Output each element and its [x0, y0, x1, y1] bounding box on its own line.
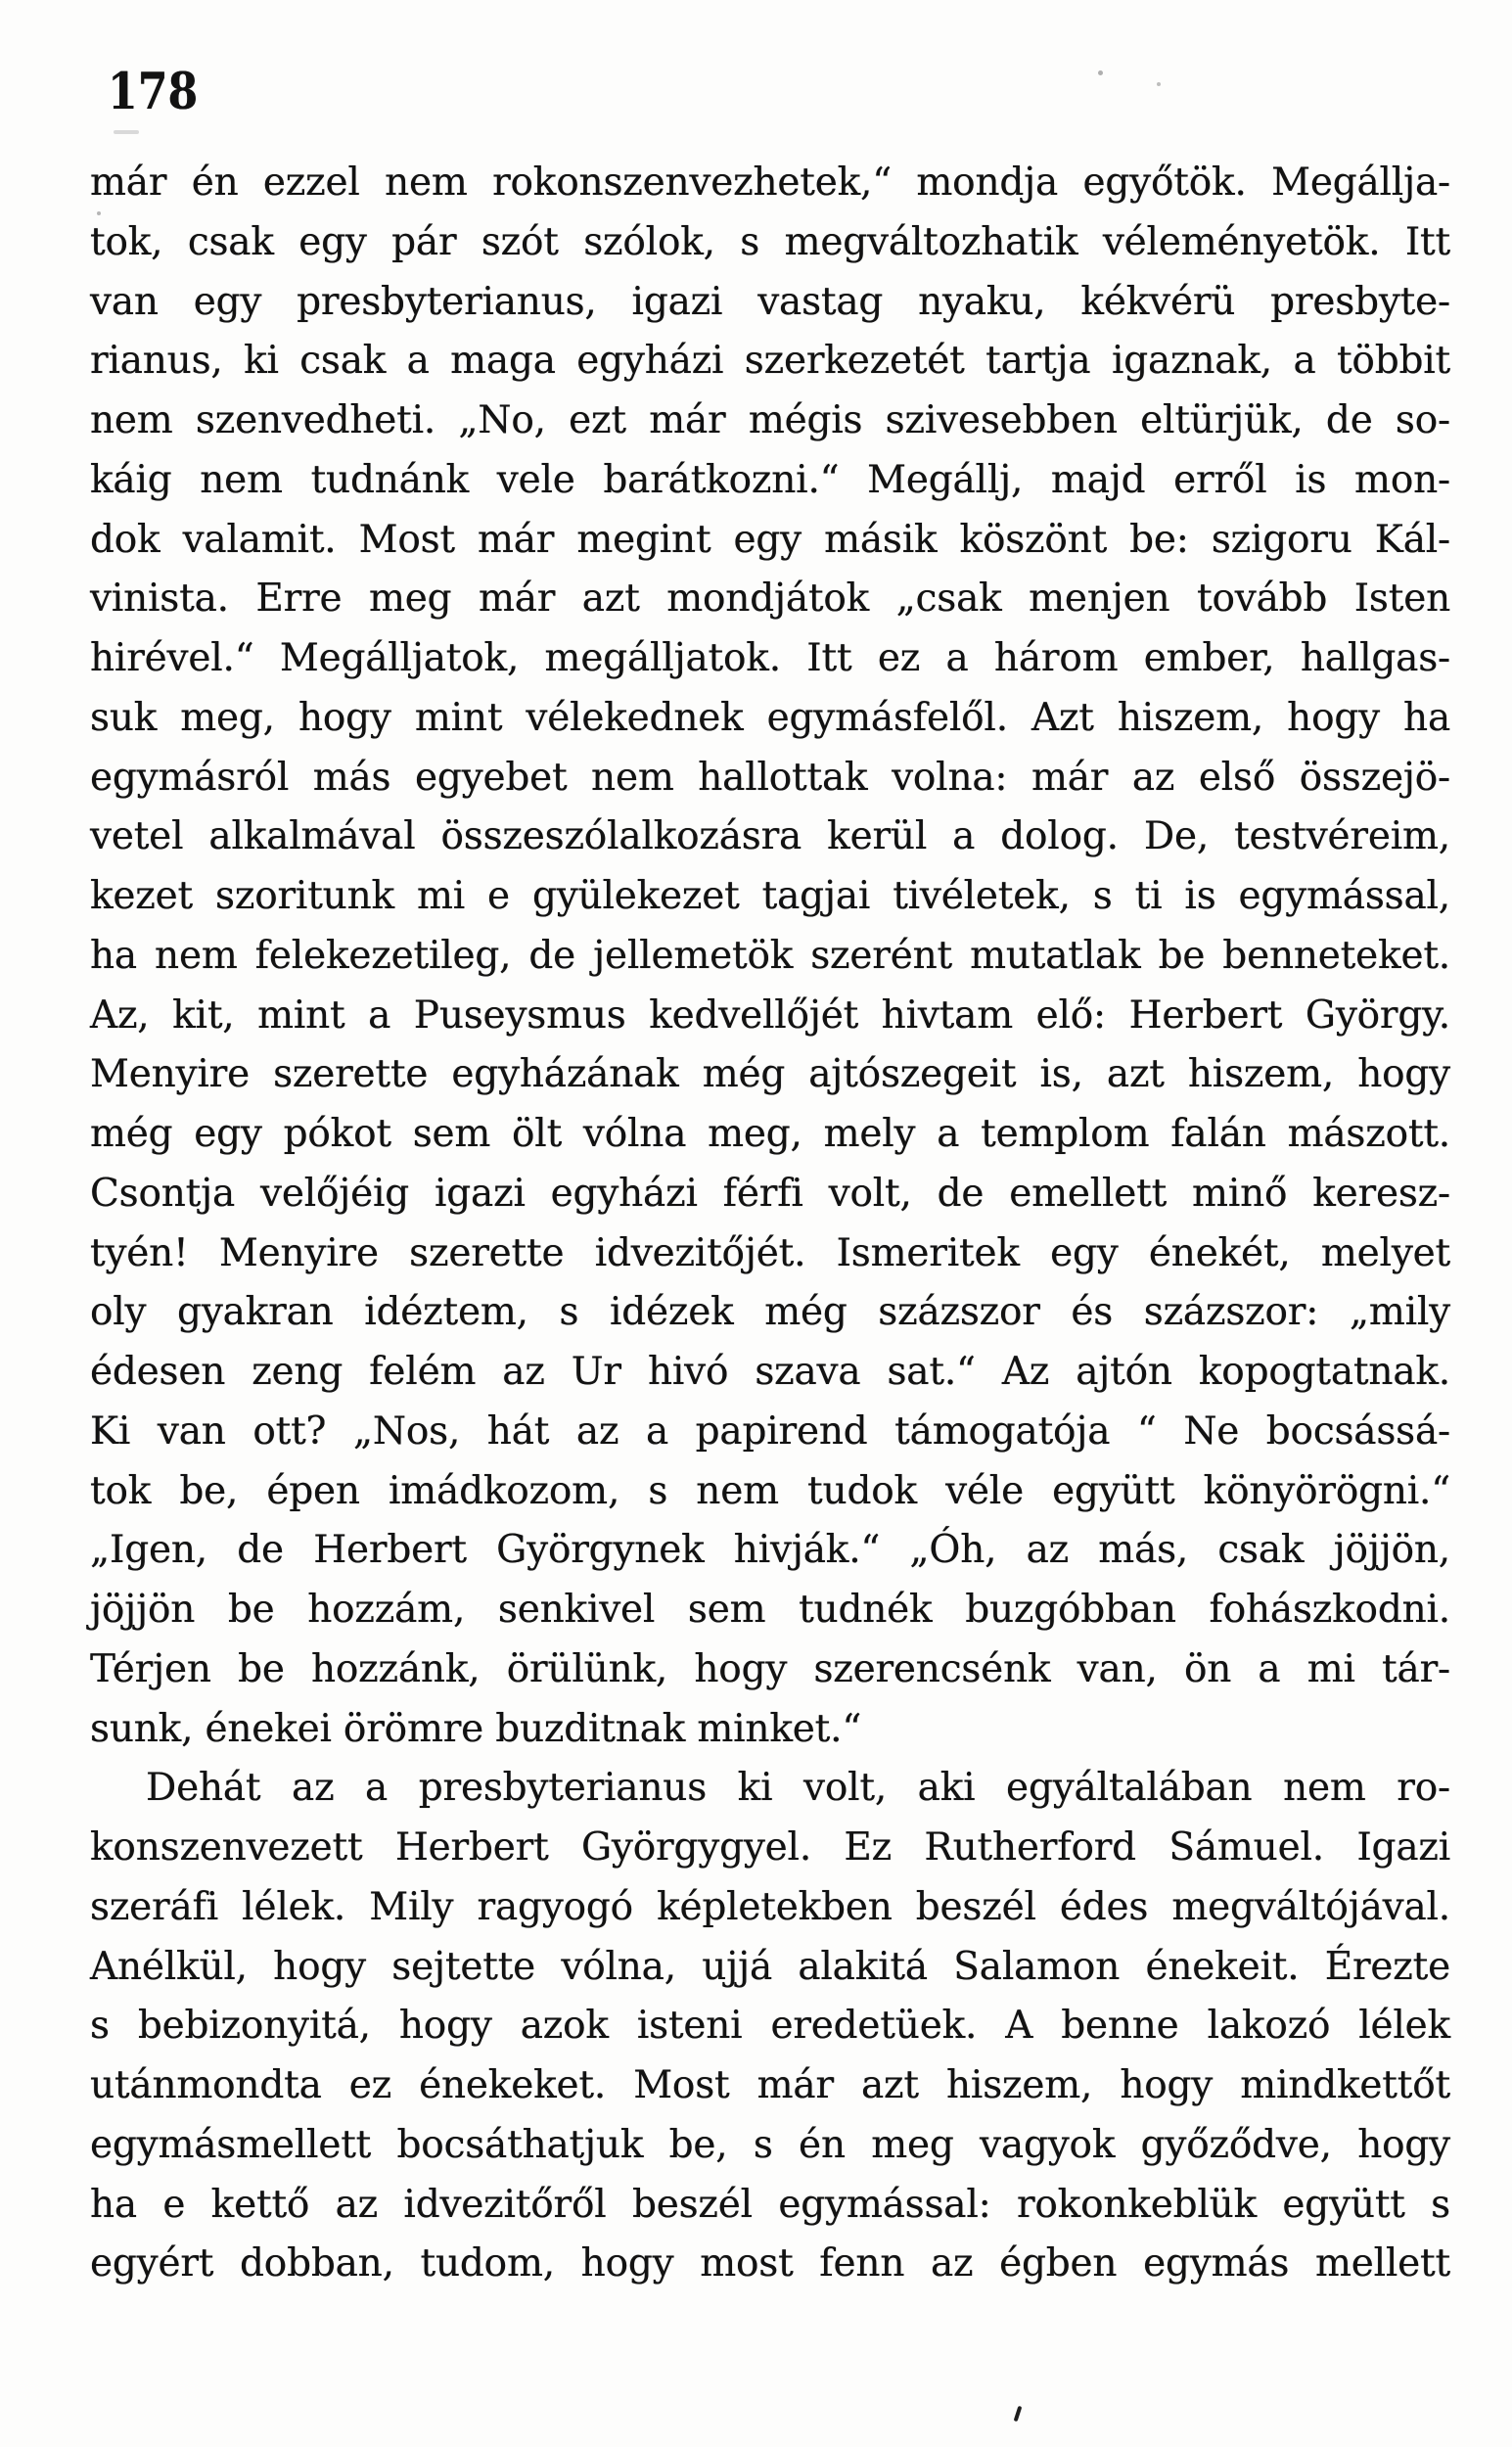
scan-smudge — [114, 130, 139, 134]
text-line: kezet szoritunk mi e gyülekezet tagjai tivéletek, s ti is egymással, — [90, 874, 1450, 918]
text-line: Csontja velőjéig igazi egyházi férfi volt, de emellett minő keresz- — [90, 1171, 1450, 1216]
text-line: „Igen, de Herbert Györgynek hivják.“ „Óh, az más, csak jöjjön, — [90, 1528, 1450, 1573]
scan-speck — [1098, 70, 1103, 75]
page-number: 178 — [108, 62, 199, 122]
text-line: utánmondta ez énekeket. Most már azt hiszem, hogy mindkettőt — [90, 2063, 1450, 2107]
text-line: rianus, ki csak a maga egyházi szerkezetét tartja igaznak, a többit — [90, 339, 1450, 384]
page-text-block — [90, 154, 1450, 2294]
text-line: jöjjön be hozzám, senkivel sem tudnék buzgóbban fohászkodni. — [90, 1588, 1450, 1632]
text-line: édesen zeng felém az Ur hivó szava sat.“ Az ajtón kopogtatnak. — [90, 1350, 1450, 1394]
text-line: szeráfi lélek. Mily ragyogó képletekben beszél édes megváltójával. — [90, 1884, 1450, 1929]
text-line: konszenvezett Herbert Györgygyel. Ez Rutherford Sámuel. Igazi — [90, 1825, 1450, 1870]
scan-ink-mark — [1014, 2406, 1023, 2422]
text-line: egyért dobban, tudom, hogy most fenn az égben egymás mellett — [90, 2241, 1450, 2286]
text-line: van egy presbyterianus, igazi vastag nyaku, kékvérü presbyte- — [90, 279, 1450, 324]
text-line: egymásmellett bocsáthatjuk be, s én meg vagyok győződve, hogy — [90, 2122, 1450, 2167]
text-line: nem szenvedheti. „No, ezt már mégis szivesebben eltürjük, de so- — [90, 398, 1450, 442]
text-line: Anélkül, hogy sejtette vólna, ujjá alakitá Salamon énekeit. Érezte — [90, 1944, 1450, 1989]
text-line: vetel alkalmával összeszólalkozásra kerül a dolog. De, testvéreim, — [90, 814, 1450, 859]
text-line: Dehát az a presbyterianus ki volt, aki egyáltalában nem ro- — [146, 1766, 1450, 1811]
text-line: dok valamit. Most már megint egy másik köszönt be: szigoru Kál- — [90, 517, 1450, 562]
text-line: s bebizonyitá, hogy azok isteni eredetüek. A benne lakozó lélek — [90, 2004, 1450, 2049]
text-line: ha e kettő az idvezitőről beszél egymással: rokonkeblük együtt s — [90, 2182, 1450, 2227]
text-line: ha nem felekezetileg, de jellemetök szerént mutatlak be benneteket. — [90, 933, 1450, 978]
text-line: hirével.“ Megálljatok, megálljatok. Itt ez a három ember, hallgas- — [90, 636, 1450, 680]
text-line: suk meg, hogy mint vélekednek egymásfelől. Azt hiszem, hogy ha — [90, 695, 1450, 740]
text-line: sunk, énekei örömre buzditnak minket.“ — [90, 1706, 862, 1751]
text-line: káig nem tudnánk vele barátkozni.“ Megállj, majd erről is mon- — [90, 457, 1450, 502]
text-line: még egy pókot sem ölt vólna meg, mely a templom falán mászott. — [90, 1112, 1450, 1156]
text-line: egymásról más egyebet nem hallottak volna: már az első összejö- — [90, 755, 1450, 800]
text-line: Ki van ott? „Nos, hát az a papirend támogatója “ Ne bocsássá- — [90, 1408, 1450, 1454]
text-line: tok be, épen imádkozom, s nem tudok véle együtt könyörögni.“ — [90, 1468, 1450, 1513]
text-line: Menyire szerette egyházának még ajtószegeit is, azt hiszem, hogy — [90, 1052, 1450, 1097]
text-line: Az, kit, mint a Puseysmus kedvellőjét hivtam elő: Herbert György. — [90, 993, 1450, 1038]
text-line: már én ezzel nem rokonszenvezhetek,“ mondja egyőtök. Megállja- — [90, 161, 1450, 205]
text-line: tok, csak egy pár szót szólok, s megváltozhatik véleményetök. Itt — [90, 219, 1450, 264]
text-line: oly gyakran idéztem, s idézek még százszor és százszor: „mily — [90, 1290, 1450, 1335]
scan-speck — [1157, 82, 1161, 86]
scan-speck — [97, 211, 101, 215]
text-line: Térjen be hozzánk, örülünk, hogy szerencsénk van, ön a mi tár- — [90, 1646, 1450, 1691]
text-line: vinista. Erre meg már azt mondjátok „csak menjen tovább Isten — [90, 577, 1450, 622]
text-line: tyén! Menyire szerette idvezitőjét. Ismeritek egy énekét, melyet — [90, 1230, 1450, 1275]
